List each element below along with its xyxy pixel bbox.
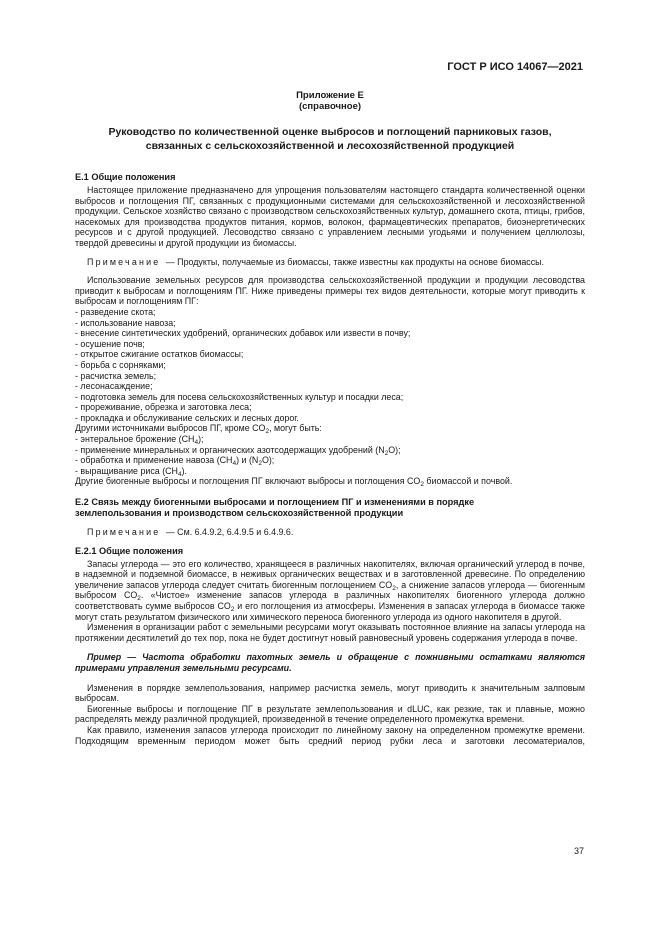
text-run: Другими источниками выбросов ПГ, кроме CO bbox=[75, 423, 266, 434]
paragraph: Биогенные выбросы и поглощение ПГ в результате землепользования и dLUC, как резкие, так и плавные, можно распределять между различной продукцией, произведенной в течение определенного промежутка времени. bbox=[75, 703, 585, 725]
appendix-title bbox=[75, 126, 585, 153]
document-id: ГОСТ Р ИСО 14067—2021 bbox=[447, 61, 583, 73]
list-item bbox=[75, 466, 585, 477]
activities-list bbox=[75, 307, 585, 424]
list-item: - использование навоза; bbox=[75, 318, 585, 329]
appendix-label: Приложение Е bbox=[296, 90, 364, 101]
paragraph bbox=[75, 476, 585, 487]
list-item: - подготовка земель для посева сельскохозяйственных культур и посадки леса; bbox=[75, 392, 585, 403]
subscript: 2 bbox=[392, 584, 396, 592]
list-item: - прореживание, обрезка и заготовка леса; bbox=[75, 402, 585, 413]
section-heading-e21: Е.2.1 Общие положения bbox=[75, 545, 184, 556]
text-run: , могут быть: bbox=[269, 423, 322, 434]
list-item bbox=[75, 445, 585, 456]
text-run: и его поглощения из атмосферы. Изменения в запасах углерода в биомассе также могут стать результатом физического или химического переноса биогенного углерода из одного накопителя в другой. bbox=[75, 601, 585, 622]
text-run: . «Чистое» изменение запасов углерода в различных накопителях биогенного углерода должно соответствовать сумме выбросов CO bbox=[75, 590, 585, 611]
title-line: связанных с сельскохозяйственной и лесохозяйственной продукцией bbox=[145, 139, 515, 152]
subscript: 2 bbox=[230, 606, 235, 613]
paragraph: Использование земельных ресурсов для производства сельскохозяйственной продукции и продукции лесоводства приводит к выбросам и поглощениям ПГ. Ниже приведены примеры тех видов деятельности, которые могут приводить к выбросам и поглощениям ПГ: bbox=[75, 275, 585, 307]
paragraph: Изменения в порядке землепользования, например расчистка земель, могут приводить к значительным залповым выбросам. bbox=[75, 682, 585, 704]
text-run: O); bbox=[388, 444, 401, 455]
list-item: - осушение почв; bbox=[75, 339, 585, 350]
text-run: O); bbox=[261, 455, 275, 466]
paragraph bbox=[75, 423, 585, 434]
text-run: ). bbox=[181, 465, 188, 476]
list-item: - лесонасаждение; bbox=[75, 381, 585, 392]
paragraph: Изменения в организации работ с земельными ресурсами могут оказывать постоянное влияние на запасы углерода на протяжении десятилетий до тех пор, пока не будет достигнут новый равновесный уровень содержания углерода в почве. bbox=[75, 622, 585, 643]
note-label: Примечание bbox=[87, 256, 161, 267]
paragraph: Настоящее приложение предназначено для упрощения пользователям настоящего стандарта количественной оценки выбросов и поглощения ПГ, связанных с продукционными системами для сельскохозяйственной и лесохозяйственной продукции. Сельское хозяйство связано с производством сельскохозяйственных культур, домашнего скота, птицы, грибов, насекомых для производства продуктов питания, кормов, волокон, фармацевтических препаратов, биоэнергетических ресурсов и с другой продукцией. Лесоводство связано с управлением лесными угодьями и получением целлюлозы, твердой древесины и другой продукции из биомассы. bbox=[75, 185, 585, 248]
subscript: 4 bbox=[194, 439, 199, 447]
list-item: - расчистка земель; bbox=[75, 371, 585, 382]
section-heading-e1: Е.1 Общие положения bbox=[75, 172, 176, 182]
text-run: ) и (N bbox=[236, 455, 259, 466]
list-item: - открытое сжигание остатков биомассы; bbox=[75, 349, 585, 360]
text-run: Запасы углерода — это его количество, хранящееся в различных накопителях, включая органический углерод в почве, в надземной и подземной биомассе, в неживых органических веществах и в заготовленной древесине. По определению увеличение запасов углерода следует считать биогенным поглощением CO bbox=[75, 558, 585, 590]
heading-line: землепользования и производством сельскохозяйственной продукции bbox=[75, 508, 404, 519]
page-number: 37 bbox=[573, 846, 584, 856]
text-run: - обработка и применение навоза (CH bbox=[75, 455, 233, 466]
text-run: , а снижение запасов углерода — биогенным выбросом CO bbox=[75, 579, 585, 601]
list-item: - разведение скота; bbox=[75, 307, 585, 318]
paragraph: Как правило, изменения запасов углерода происходит по линейному закону на определенном промежутке времени. Подходящим временным периодом может быть средний период рубки леса и заготовки лесоматериалов, bbox=[75, 724, 585, 746]
list-item bbox=[75, 455, 585, 466]
subscript: 2 bbox=[384, 449, 389, 457]
note bbox=[75, 257, 585, 268]
list-item: - внесение синтетических удобрений, органических добавок или извести в почву; bbox=[75, 328, 585, 339]
other-sources-list bbox=[75, 434, 585, 476]
text-run: - энтеральное брожение (CH bbox=[75, 434, 195, 445]
paragraph bbox=[75, 559, 585, 623]
subscript: 4 bbox=[232, 460, 237, 468]
subscript: 2 bbox=[258, 460, 262, 468]
text-run: - применение минеральных и органических азотсодержащих удобрений (N bbox=[75, 444, 385, 455]
page-content bbox=[75, 90, 585, 746]
list-item bbox=[75, 434, 585, 445]
note-text: — Продукты, получаемые из биомассы, также известны как продукты на основе биомассы. bbox=[165, 256, 545, 267]
text-run: - выращивание риса (CH bbox=[75, 465, 178, 476]
text-run: Другие биогенные выбросы и поглощения ПГ включают выбросы и поглощения CO bbox=[75, 476, 421, 487]
text-run: ); bbox=[198, 434, 204, 445]
appendix-type: (справочное) bbox=[298, 101, 362, 112]
note bbox=[75, 527, 585, 538]
section-heading-e2 bbox=[75, 497, 585, 519]
note-text: — См. 6.4.9.2, 6.4.9.5 и 6.4.9.6. bbox=[165, 527, 294, 538]
subscript: 2 bbox=[265, 428, 270, 436]
list-item: - прокладка и обслуживание сельских и лесных дорог. bbox=[75, 413, 585, 424]
list-item: - борьба с сорняками; bbox=[75, 360, 585, 371]
text-run: биомассой и почвой. bbox=[423, 476, 513, 487]
note-label: Примечание bbox=[87, 527, 161, 538]
subscript: 2 bbox=[137, 595, 141, 603]
title-line: Руководство по количественной оценке выбросов и поглощений парниковых газов, bbox=[108, 126, 552, 138]
example: Пример — Частота обработки пахотных земель и обращение с пожнивными остатками являются примерами управления земельными ресурсами. bbox=[75, 652, 585, 673]
subscript: 2 bbox=[420, 481, 424, 489]
subscript: 4 bbox=[177, 470, 182, 478]
heading-line: Е.2 Связь между биогенными выбросами и поглощением ПГ и изменениями в порядке bbox=[75, 497, 475, 508]
